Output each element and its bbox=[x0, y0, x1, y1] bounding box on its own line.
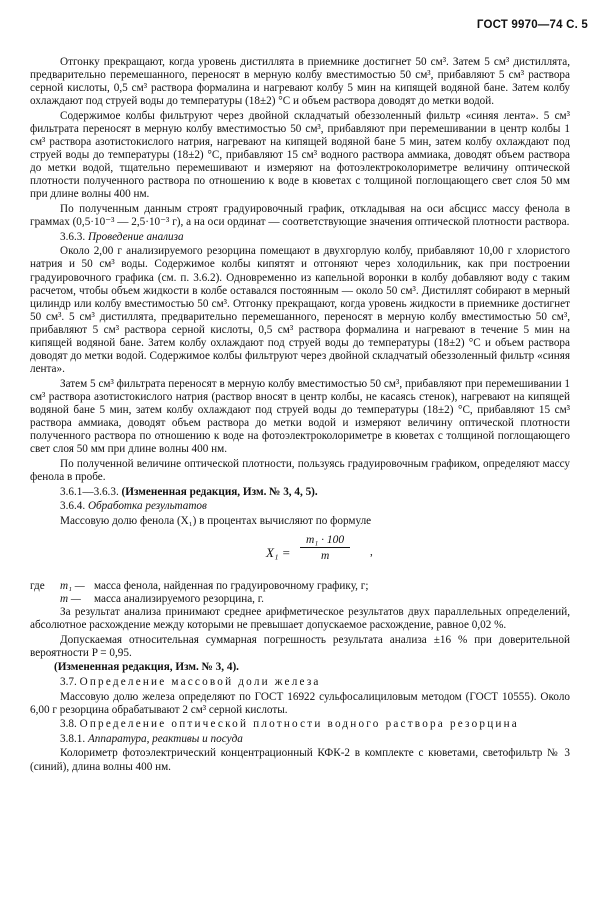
section-number: 3.8.1. bbox=[60, 732, 86, 745]
formula-fraction bbox=[300, 534, 350, 563]
paragraph: Массовую долю фенола (X₁) в процентах вычисляют по формуле bbox=[60, 514, 372, 527]
section-3-8-1-heading bbox=[60, 733, 570, 746]
paragraph: Отгонку прекращают, когда уровень дистиллята в приемнике достигнет 50 см³. Затем 5 см³ дистиллята, предварительно перемешанного, переносят в мерную колбу вместимостью 50 см³, прибавляют 5 см³ раствора серной кислоты, 0,5 см³ раствора формалина и нагревают колбу 5 мин на кипящей водяной бане. Затем колбу охлаждают под струей воды до температуры (18±2) °С и объем раствора доводят до метки водой. bbox=[30, 56, 570, 108]
section-title: Определение массовой доли железа bbox=[79, 675, 321, 688]
legend-text: масса анализируемого резорцина, г. bbox=[94, 592, 264, 605]
paragraph: По полученным данным строят градуировочный график, откладывая на оси абсцисс массу фенола в граммах (0,5·10⁻³ — 2,5·10⁻³ г), а на оси ординат — соответствующие значения оптической плотности раствора. bbox=[30, 203, 570, 229]
legend-row bbox=[30, 593, 570, 606]
paragraph: Затем 5 см³ фильтрата переносят в мерную колбу вместимостью 50 см³, прибавляют при перемешивании 1 см³ раствора азотистокислого натрия (раствор вносят в центр колбы, не касаясь стенок), нагревают на кипящей водяной бане 5 мин, затем колбу охлаждают под струей воды до температуры (18±2) °С, прибавляют 15 см³ раствора аммиака, доводят объем раствора до метки водой и измеряют величину оптической плотности полученного раствора по отношению к воде на фотоэлектроколориметре в кюветах с толщиной поглощающего свет слоя 50 мм при длине волны 400 нм. bbox=[30, 377, 570, 456]
paragraph: Массовую долю железа определяют по ГОСТ 16922 сульфосалициловым методом (ГОСТ 10555). Около 6,00 г резорцина обрабатывают 2 см³ серной кислоты. bbox=[30, 690, 570, 716]
section-title: Определение оптической плотности водного раствора резорцина bbox=[79, 718, 519, 731]
formula-comma: , bbox=[370, 545, 373, 558]
page-header: ГОСТ 9970—74 С. 5 bbox=[476, 19, 588, 31]
revision-text: (Измененная редакция, Изм. № 3, 4, 5). bbox=[121, 485, 318, 498]
paragraph: Содержимое колбы фильтруют через двойной складчатый обеззоленный фильтр «синяя лента». 5 см³ фильтрата переносят в мерную колбу вместимостью 50 см³, прибавляют при перемешивании в центр колбы 1 см³ раствора азотистокислого натрия, нагревают на кипящей водяной бане 5 мин, затем колбу охлаждают под струей воды до температуры (18±2) °С, прибавляют 15 см³ водного раствора аммиака, доводят объем раствора до метки водой, тщательно перемешивают и измеряют на фотоэлектроколориметре величину оптической плотности полученного раствора по отношению к воде в кюветах с толщиной поглощающего свет слоя 50 мм при длине волны 400 нм. bbox=[30, 109, 570, 201]
paragraph: За результат анализа принимают среднее арифметическое результатов двух параллельных определений, абсолютное расхождение между которыми не превышает допускаемое расхождение, равное 0,02 %. bbox=[30, 605, 570, 632]
legend-symbol: m — bbox=[60, 592, 81, 605]
section-number: 3.7. bbox=[60, 675, 77, 688]
section-title: Проведение анализа bbox=[87, 230, 184, 243]
legend-where: где bbox=[30, 579, 45, 592]
legend-spacer bbox=[30, 593, 60, 606]
paragraph: Колориметр фотоэлектрический концентрационный КФК-2 в комплекте с кюветами, светофильтр № 3 (синий), длина волны 400 нм. bbox=[30, 747, 570, 773]
section-3-6-4-heading bbox=[60, 500, 570, 513]
revision-note bbox=[60, 486, 570, 499]
legend-text: масса фенола, найденная по градуировочному графику, г; bbox=[94, 579, 369, 592]
section-3-7-heading bbox=[60, 676, 570, 689]
section-title: Аппаратура, реактивы и посуда bbox=[87, 732, 243, 745]
formula-x1 bbox=[30, 530, 570, 576]
paragraph: Допускаемая относительная суммарная погрешность результата анализа ±16 % при доверительной вероятности P = 0,95. bbox=[30, 633, 570, 659]
section-number: 3.6.3. bbox=[60, 230, 86, 243]
section-3-8-heading bbox=[30, 718, 570, 731]
paragraph: Около 2,00 г анализируемого резорцина помещают в двухгорлую колбу, прибавляют 10,00 г хлористого натрия и 50 см³ воды. Содержимое колбы кипятят и отгоняют через холодильник, как при построении градуировочного графика (см. п. 3.6.2). Одновременно из капельной воронки в колбу добавляют воду с таким расчетом, чтобы объем жидкости в колбе оставался постоянным — около 50 см³. Дистиллят собирают в мерный цилиндр или колбу вместимостью 50 см³. Отгонку прекращают, когда уровень жидкости в приемнике достигнет 50 см³. 5 см³ дистиллята, предварительно перемешанного, переносят в мерную колбу вместимостью 50 см³, прибавляют 5 см³ раствора серной кислоты, 0,5 см³ раствора формалина и нагревают в течение 5 мин на кипящей водяной бане. Затем колбу охлаждают под струей воды до температуры (18±2) °С и объем раствора доводят до метки водой. Содержимое колбы фильтруют через двойной складчатый обеззоленный фильтр «синяя лента». bbox=[30, 245, 570, 376]
formula-lhs: X₁ = bbox=[266, 544, 291, 560]
section-3-6-3-heading bbox=[60, 231, 570, 244]
legend-symbol: m₁ — bbox=[60, 579, 85, 592]
formula-denominator: m bbox=[320, 549, 330, 562]
document-body bbox=[30, 56, 570, 775]
legend-row bbox=[30, 580, 570, 593]
paragraph: По полученной величине оптической плотности, пользуясь градуировочным графиком, определяют массу фенола в пробе. bbox=[30, 457, 570, 483]
revision-range: 3.6.1—3.6.3. bbox=[60, 485, 119, 498]
revision-note: (Измененная редакция, Изм. № 3, 4). bbox=[54, 661, 239, 674]
section-title: Обработка результатов bbox=[87, 500, 207, 513]
formula-numerator: m₁ · 100 bbox=[300, 534, 350, 548]
section-number: 3.8. bbox=[60, 718, 77, 731]
section-number: 3.6.4. bbox=[60, 500, 86, 513]
